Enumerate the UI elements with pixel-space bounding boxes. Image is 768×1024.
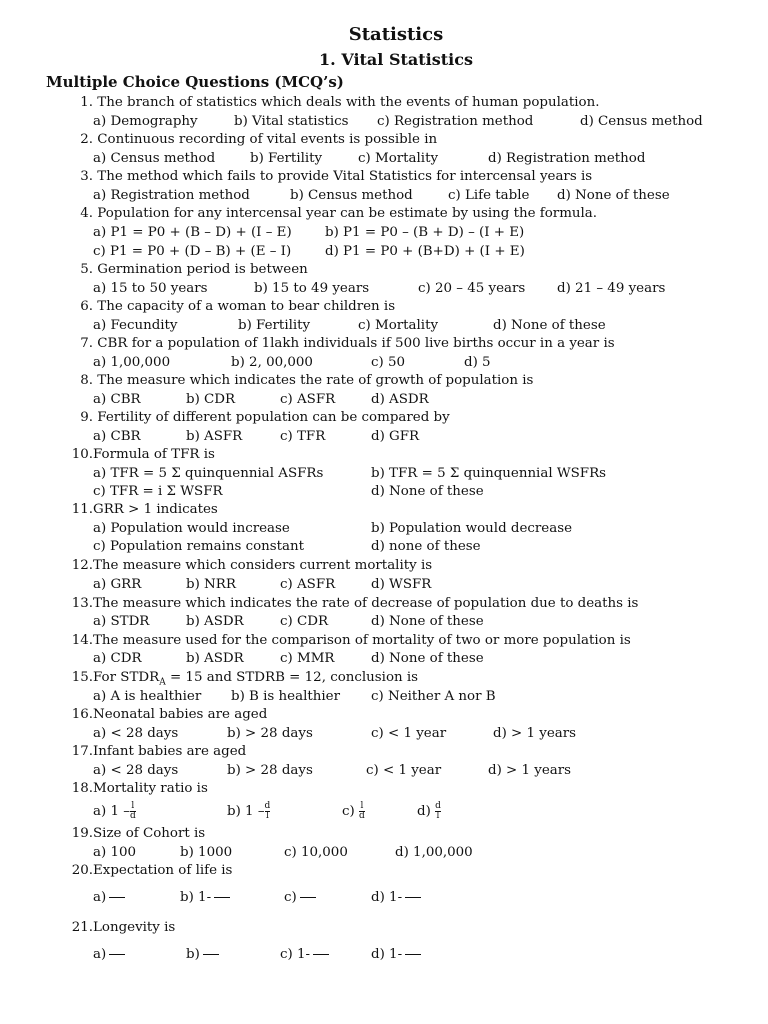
option: d) GFR [371, 429, 420, 444]
question-1: 1. The branch of statistics which deals with the events of human population. [80, 95, 600, 110]
option: a) GRR [93, 577, 142, 592]
option: c) Population remains constant [93, 539, 305, 554]
question-6: 6. The capacity of a woman to bear children is [80, 299, 396, 314]
option: c) MMR [280, 651, 335, 666]
option: b) Population would decrease [371, 521, 573, 536]
question-5: 5. Germination period is between [80, 262, 308, 277]
question-11: 11.GRR > 1 indicates [71, 502, 218, 517]
option: b) > 28 days [227, 763, 313, 778]
option: d) None of these [557, 188, 670, 203]
option: c) ASFR [280, 392, 336, 407]
question-18: 18.Mortality ratio is [71, 781, 208, 796]
option: c) < 1 year [371, 726, 447, 741]
question-20: 20.Expectation of life is [71, 863, 233, 878]
option: c) Mortality [358, 151, 439, 166]
fraction-blank [313, 954, 329, 955]
option: a) Population would increase [93, 521, 290, 536]
option: b) NRR [186, 577, 236, 592]
option: d) Census method [580, 114, 703, 129]
fraction-blank [214, 897, 230, 898]
question-9: 9. Fertility of different population can be compared by [80, 410, 450, 425]
option: b) P1 = P0 – (B + D) – (I + E) [325, 225, 525, 240]
option: a) P1 = P0 + (B – D) + (I – E) [93, 225, 292, 240]
fraction: $\frac{d}{l}$ [435, 801, 441, 821]
option: b) 1- [180, 889, 230, 907]
option: a) A is healthier [93, 689, 202, 704]
option: c) 1- [280, 946, 329, 964]
option: c) P1 = P0 + (D – B) + (E – I) [93, 244, 292, 259]
option: d) None of these [371, 484, 484, 499]
option: c) 50 [371, 355, 406, 370]
option: d) None of these [493, 318, 606, 333]
option: d) 1- [371, 889, 421, 907]
question-4: 4. Population for any intercensal year can be estimate by using the formula. [80, 206, 598, 221]
option: b) Fertility [250, 151, 323, 166]
option: a) [93, 889, 125, 907]
option: a) [93, 946, 125, 964]
option: a) < 28 days [93, 726, 179, 741]
fraction-blank [405, 954, 421, 955]
section-heading: Multiple Choice Questions (MCQ’s) [46, 73, 344, 91]
option: b) ASFR [186, 429, 243, 444]
option: d) ASDR [371, 392, 429, 407]
option: c) Mortality [358, 318, 439, 333]
question-16: 16.Neonatal babies are aged [71, 707, 268, 722]
option: d) > 1 years [488, 763, 572, 778]
question-3: 3. The method which fails to provide Vital Statistics for intercensal years is [80, 169, 593, 184]
option: c) Registration method [377, 114, 534, 129]
option: b) Fertility [238, 318, 311, 333]
option: c) Neither A nor B [371, 689, 496, 704]
fraction-blank [203, 954, 219, 955]
fraction-blank [109, 954, 125, 955]
option: b) ASDR [186, 614, 244, 629]
question-8: 8. The measure which indicates the rate of growth of population is [80, 373, 534, 388]
option: a) Fecundity [93, 318, 178, 333]
fraction: $\frac{l}{d}$ [359, 801, 365, 821]
option: d) 5 [464, 355, 491, 370]
question-13: 13.The measure which indicates the rate of decrease of population due to deaths is [71, 596, 639, 611]
option: c) TFR [280, 429, 326, 444]
option: c) 10,000 [284, 845, 348, 860]
option: d) WSFR [371, 577, 432, 592]
fraction-blank [109, 897, 125, 898]
option: d) None of these [371, 651, 484, 666]
question-2: 2. Continuous recording of vital events is possible in [80, 132, 438, 147]
option: b) [186, 946, 219, 964]
option: d) $\frac{d}{l}$ [417, 801, 441, 821]
option: d) None of these [371, 614, 484, 629]
option: a) Registration method [93, 188, 250, 203]
option: b) 15 to 49 years [254, 281, 370, 296]
question-19: 19.Size of Cohort is [71, 826, 206, 841]
option: a) 1 – $\frac{l}{d}$ [93, 801, 136, 821]
option: a) CDR [93, 651, 142, 666]
chapter-title: 1. Vital Statistics [319, 50, 473, 69]
option: a) Demography [93, 114, 198, 129]
question-14: 14.The measure used for the comparison of mortality of two or more population is [71, 633, 631, 648]
question-15: 15.For $STDR_A = 15$ and STDRB = 12, conclusion is [71, 670, 419, 688]
option: c) ASFR [280, 577, 336, 592]
option: b) Vital statistics [234, 114, 349, 129]
option: a) < 28 days [93, 763, 179, 778]
option: a) 15 to 50 years [93, 281, 208, 296]
document-title: Statistics [348, 24, 444, 45]
option: b) > 28 days [227, 726, 313, 741]
option: d) none of these [371, 539, 481, 554]
option: a) STDR [93, 614, 150, 629]
option: d) > 1 years [493, 726, 577, 741]
option: b) Census method [290, 188, 413, 203]
option: d) 21 – 49 years [557, 281, 666, 296]
fraction-blank [405, 897, 421, 898]
option: b) 1 – $\frac{d}{l}$ [227, 801, 271, 821]
option: c) $\frac{l}{d}$ [342, 801, 365, 821]
option: d) Registration method [488, 151, 646, 166]
option: a) 100 [93, 845, 137, 860]
option: a) 1,00,000 [93, 355, 171, 370]
option: b) ASDR [186, 651, 244, 666]
option: b) TFR = 5 Σ quinquennial WSFRs [371, 466, 607, 481]
option: b) 1000 [180, 845, 233, 860]
option: a) CBR [93, 392, 141, 407]
fraction: $\frac{d}{l}$ [264, 801, 271, 821]
question-17: 17.Infant babies are aged [71, 744, 247, 759]
option: d) P1 = P0 + (B+D) + (I + E) [325, 244, 525, 259]
option: b) 2, 00,000 [231, 355, 313, 370]
question-21: 21.Longevity is [71, 920, 176, 935]
fraction-blank [300, 897, 316, 898]
option: a) TFR = 5 Σ quinquennial ASFRs [93, 466, 324, 481]
option: a) CBR [93, 429, 141, 444]
question-10: 10.Formula of TFR is [71, 447, 215, 462]
fraction: $\frac{l}{d}$ [129, 801, 136, 821]
option: c) [284, 889, 316, 907]
option: c) TFR = i Σ WSFR [93, 484, 223, 499]
option: c) Life table [448, 188, 530, 203]
option: d) 1- [371, 946, 421, 964]
question-7: 7. CBR for a population of 1lakh individuals if 500 live births occur in a year is [80, 336, 615, 351]
option: c) CDR [280, 614, 329, 629]
question-12: 12.The measure which considers current mortality is [71, 558, 433, 573]
option: c) < 1 year [366, 763, 442, 778]
option: c) 20 – 45 years [418, 281, 526, 296]
option: a) Census method [93, 151, 216, 166]
option: d) 1,00,000 [395, 845, 473, 860]
option: b) B is healthier [231, 689, 340, 704]
option: b) CDR [186, 392, 236, 407]
